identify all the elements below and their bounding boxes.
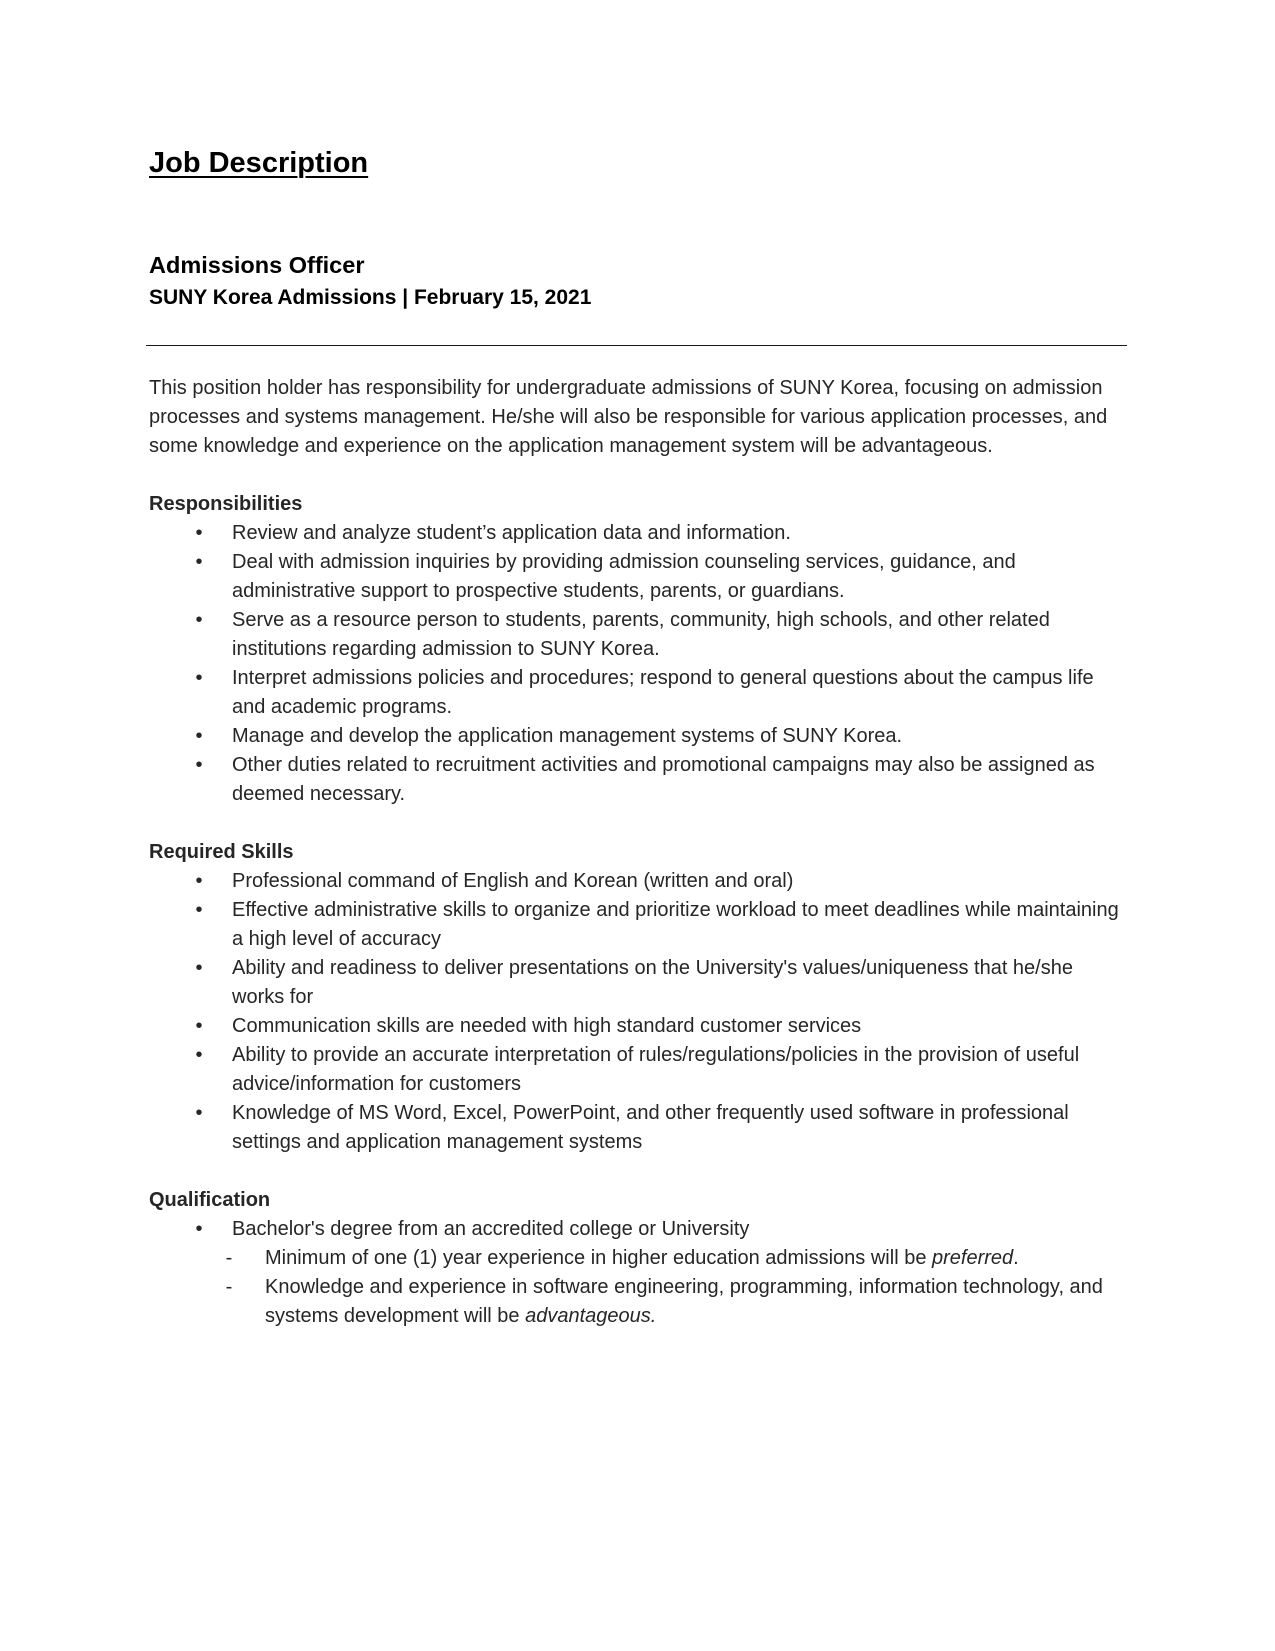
list-item-text: Communication skills are needed with high standard customer services (232, 1015, 862, 1037)
qualification-sub-list (149, 1244, 1129, 1331)
list-item-text: Review and analyze student’s application data and information. (232, 522, 791, 544)
list-item (149, 867, 1129, 896)
list-item-text: Deal with admission inquiries by providing admission counseling services, guidance, and administrative support to prospective students, parents, or guardians. (232, 551, 1016, 602)
qualification-heading: Qualification (149, 1189, 271, 1211)
bullet-icon: • (195, 1044, 203, 1066)
sub-item-emphasis: advantageous. (525, 1305, 657, 1327)
list-item (149, 896, 1129, 954)
sub-item-emphasis: preferred (932, 1247, 1014, 1269)
sub-item-text: Knowledge and experience in software engineering, programming, information technology, and systems development will be (265, 1276, 1103, 1327)
bullet-icon: • (195, 754, 203, 776)
list-item (149, 751, 1129, 809)
list-item (149, 1041, 1129, 1099)
list-item-text: Effective administrative skills to organize and prioritize workload to meet deadlines while maintaining a high level of accuracy (232, 899, 1119, 950)
bullet-icon: • (195, 899, 203, 921)
bullet-icon: • (195, 957, 203, 979)
sub-list-item (149, 1273, 1129, 1331)
responsibilities-heading: Responsibilities (149, 493, 303, 515)
sub-item-end: . (1013, 1247, 1019, 1269)
responsibilities-list (149, 519, 1129, 809)
horizontal-rule (146, 345, 1127, 346)
list-item-text: Manage and develop the application management systems of SUNY Korea. (232, 725, 903, 747)
bullet-icon: • (195, 609, 203, 631)
document-title: Job Description (149, 147, 369, 179)
document-body (149, 374, 1129, 1331)
list-item (149, 1099, 1129, 1157)
bullet-icon: • (195, 1102, 203, 1124)
bullet-icon: • (195, 667, 203, 689)
bullet-icon: • (195, 870, 203, 892)
list-item-text: Interpret admissions policies and procedures; respond to general questions about the campus life and academic programs. (232, 667, 1094, 718)
list-item-text: Other duties related to recruitment activities and promotional campaigns may also be assigned as deemed necessary. (232, 754, 1095, 805)
dash-icon: - (225, 1247, 233, 1269)
bullet-icon: • (195, 1015, 203, 1037)
list-item-text: Professional command of English and Korean (written and oral) (232, 870, 794, 892)
sub-list-item (149, 1244, 1129, 1273)
required-skills-heading: Required Skills (149, 841, 294, 863)
list-item-text: Serve as a resource person to students, parents, community, high schools, and other related institutions regarding admission to SUNY Korea. (232, 609, 1050, 660)
list-item (149, 1215, 1129, 1244)
bullet-icon: • (195, 1218, 203, 1240)
bullet-icon: • (195, 725, 203, 747)
list-item-text: Bachelor's degree from an accredited college or University (232, 1218, 750, 1240)
bullet-icon: • (195, 551, 203, 573)
qualification-list (149, 1215, 1129, 1244)
intro-paragraph: This position holder has responsibility for undergraduate admissions of SUNY Korea, focusing on admission processes and systems management. He/she will also be responsible for various application processes, and some knowledge and experience on the application management system will be advantageous. (149, 377, 1108, 457)
list-item (149, 606, 1129, 664)
list-item (149, 954, 1129, 1012)
list-item (149, 519, 1129, 548)
sub-item-text: Minimum of one (1) year experience in higher education admissions will be (265, 1247, 932, 1269)
job-department-date: SUNY Korea Admissions | February 15, 2021 (149, 286, 592, 309)
list-item (149, 548, 1129, 606)
list-item (149, 722, 1129, 751)
list-item (149, 1012, 1129, 1041)
list-item-text: Ability to provide an accurate interpretation of rules/regulations/policies in the provision of useful advice/information for customers (232, 1044, 1080, 1095)
bullet-icon: • (195, 522, 203, 544)
list-item-text: Knowledge of MS Word, Excel, PowerPoint, and other frequently used software in professional settings and application management systems (232, 1102, 1069, 1153)
list-item-text: Ability and readiness to deliver presentations on the University's values/uniqueness that he/she works for (232, 957, 1073, 1008)
job-title: Admissions Officer (149, 252, 365, 278)
required-skills-list (149, 867, 1129, 1157)
list-item (149, 664, 1129, 722)
dash-icon: - (225, 1276, 233, 1298)
